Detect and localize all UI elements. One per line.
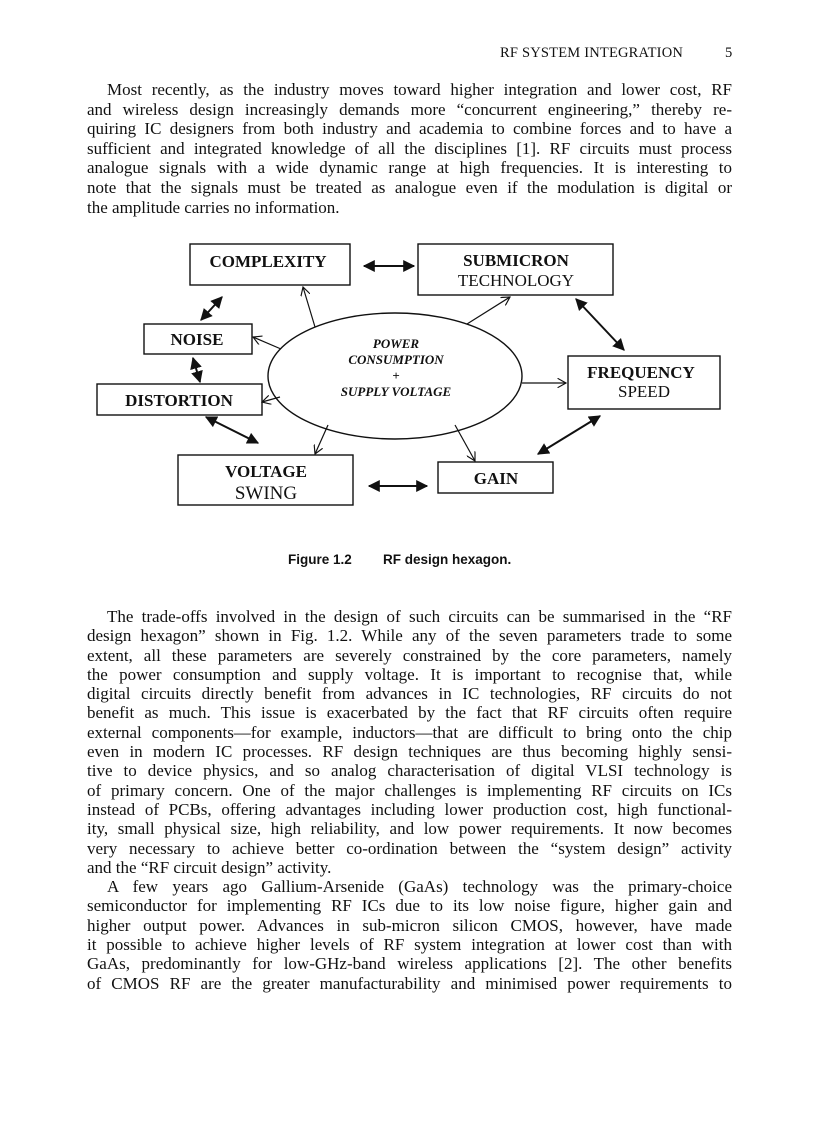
distortion-label: DISTORTION: [125, 391, 233, 410]
arrow: [315, 425, 328, 454]
noise-label: NOISE: [170, 330, 224, 349]
text-line: tive to device physics, and so analog characterisation of digital VLSI technology is: [87, 761, 732, 781]
text-line: of primary concern. One of the major challenges is implementing RF circuits on ICs: [87, 780, 732, 800]
text-line: The trade-offs involved in the design of such circuits can be summarised in the “RF: [107, 607, 732, 626]
core-label-4: SUPPLY VOLTAGE: [340, 384, 452, 399]
text-line: analogue signals with a wide dynamic range at high frequencies. It is interesting to: [87, 158, 732, 178]
text-line: quiring IC designers from both industry and academia to combine forces and to have a: [87, 119, 732, 139]
text-line: very necessary to achieve better co-ordination between the “system design” activity: [87, 838, 732, 858]
double-arrow: [206, 417, 258, 443]
text-line: extent, all these parameters are severely constrained by the core parameters, namely: [87, 645, 732, 665]
gain-label: GAIN: [473, 469, 519, 488]
text-line: ity, small physical size, high reliability, and low power requirements. It now becomes: [87, 819, 732, 839]
text-line: sufficient and integrated knowledge of all the disciplines [1]. RF circuits must process: [87, 138, 732, 158]
arrow: [253, 337, 281, 349]
voltage-label: VOLTAGE: [225, 462, 307, 481]
double-arrow: [201, 297, 222, 320]
page-number: 5: [725, 45, 733, 61]
text-line: Most recently, as the industry moves toward higher integration and lower cost, RF: [107, 80, 732, 99]
text-line: it possible to achieve higher levels of RF system integration at lower cost than with: [87, 935, 732, 955]
text-line: higher output power. Advances in sub-micron silicon CMOS, however, have made: [87, 915, 732, 935]
arrow: [455, 425, 475, 461]
text-line: the power consumption and supply voltage. It is important to recognise that, while: [87, 664, 732, 684]
text-line: and the “RF circuit design” activity.: [87, 857, 332, 877]
text-line: design hexagon” shown in Fig. 1.2. While any of the seven parameters trade to some: [87, 626, 732, 646]
technology-label: TECHNOLOGY: [457, 271, 575, 290]
double-arrow: [538, 416, 600, 454]
double-arrow: [193, 358, 200, 382]
text-line: even in modern IC processes. RF design techniques are thus becoming highly sensi-: [87, 742, 732, 762]
figure-caption-label: Figure 1.2: [288, 552, 352, 567]
speed-label: SPEED: [618, 382, 670, 401]
text-line: GaAs, predominantly for low-GHz-band wireless applications [2]. The other benefits: [87, 954, 732, 974]
text-line: of CMOS RF are the greater manufacturability and minimised power requirements to: [87, 973, 732, 993]
core-label-1: POWER: [372, 336, 420, 351]
text-line: and wireless design increasingly demands more “concurrent engineering,” thereby re-: [87, 99, 732, 119]
text-line: semiconductor for implementing RF ICs due to its low noise figure, higher gain and: [87, 896, 732, 916]
text-line: external components—for example, inductors—that are difficult to bring onto the chip: [87, 722, 732, 742]
core-label-2: CONSUMPTION: [348, 352, 444, 367]
running-title: RF SYSTEM INTEGRATION: [500, 45, 684, 61]
swing-label: SWING: [234, 483, 298, 504]
text-line: A few years ago Gallium-Arsenide (GaAs) technology was the primary-choice: [107, 877, 732, 897]
text-line: the amplitude carries no information.: [87, 197, 340, 217]
core-label-3: +: [392, 368, 400, 383]
complexity-label: COMPLEXITY: [209, 252, 327, 271]
arrow: [467, 297, 510, 324]
text-line: note that the signals must be treated as analogue even if the modulation is digital or: [87, 177, 732, 197]
text-line: digital circuits directly benefit from advances in IC technologies, RF circuits do not: [87, 684, 732, 704]
figure-caption-text: RF design hexagon.: [383, 552, 512, 567]
double-arrow: [576, 299, 624, 350]
paragraph-2: [87, 607, 732, 993]
arrow: [303, 287, 315, 327]
frequency-label: FREQUENCY: [587, 363, 695, 382]
text-line: benefit as much. This issue is exacerbated by the fact that RF circuits often require: [87, 703, 732, 723]
text-line: instead of PCBs, offering advantages including lower production cost, high functional-: [87, 799, 732, 819]
submicron-label: SUBMICRON: [463, 251, 569, 270]
